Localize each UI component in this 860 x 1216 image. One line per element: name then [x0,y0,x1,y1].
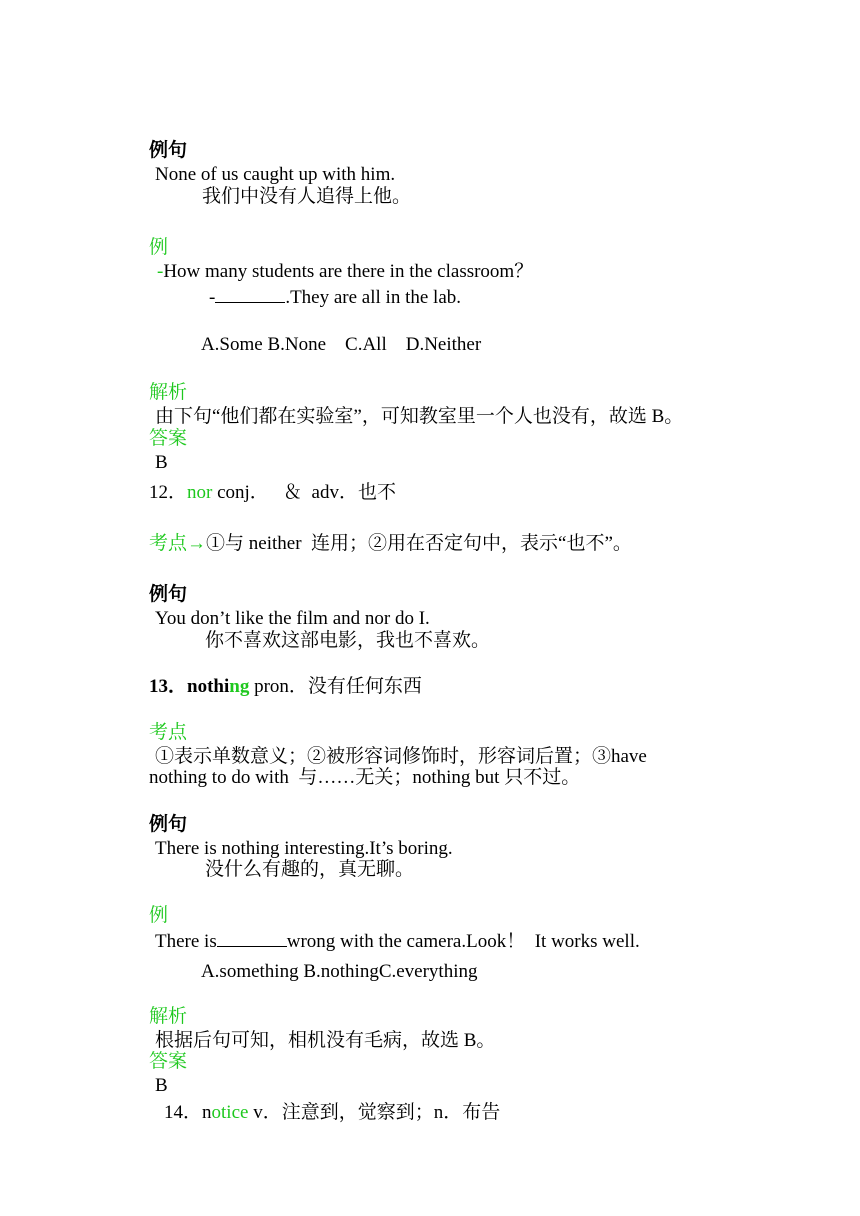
example-label: 例句 [149,140,188,161]
key-point-label: 考点 [149,722,188,743]
options-text: A.Some B.None C.All D.Neither [200,334,482,355]
answer-value: B [155,452,168,473]
entry-definition: v．注意到，觉察到；n．布告 [248,1102,501,1123]
entry-number: 12． [149,482,188,503]
translation-text: 你不喜欢这部电影，我也不喜欢。 [205,630,491,651]
exercise-label: 例 [149,905,169,926]
entry-word-part: n [202,1102,212,1123]
entry-word: nor [187,482,213,503]
key-point-text: ①与 neither 连用；②用在否定句中，表示“也不”。 [206,533,632,554]
question-text: How many students are there in the classroom？ [163,261,534,282]
analysis-label: 解析 [149,382,188,403]
entry-number: 14． [164,1102,203,1123]
answer-label: 答案 [149,1051,188,1072]
key-point-text: nothing to do with 与……无关；nothing but 只不过。 [149,767,581,788]
example-label: 例句 [149,814,188,835]
dialogue-dash: - [157,261,164,282]
options-text: A.something B.nothingC.everything [200,961,478,982]
key-point-label: 考点→ [149,533,207,554]
question-text-end: wrong with the camera.Look！ It works well. [286,931,640,952]
vocab-entry-14 [145,1077,500,1149]
analysis-text: 根据后句可知，相机没有毛病，故选 B。 [155,1030,496,1051]
analysis-line [130,357,683,453]
analysis-label: 解析 [149,1006,188,1027]
question-text-start: There is [155,931,217,952]
key-point-text: ①表示单数意义；②被形容词修饰时，形容词后置；③have [155,746,647,767]
entry-word-part: nothi [187,676,230,697]
exercise-label: 例 [149,237,169,258]
entry-number: 13． [149,676,188,697]
example-text: There is nothing interesting.It’s boring. [155,838,453,859]
entry-word-suffix: otice [211,1102,249,1123]
example-text: You don’t like the film and nor do I. [155,608,430,629]
answer-text: .They are all in the lab. [285,287,462,308]
answer-value: B [155,1075,168,1096]
entry-definition: pron．没有任何东西 [249,676,422,697]
example-label: 例句 [149,584,188,605]
answer-label: 答案 [149,428,188,449]
dialogue-dash: - [209,287,216,308]
example-text: None of us caught up with him. [155,164,396,185]
entry-definition: conj． ＆ adv．也不 [212,482,396,503]
analysis-text: 由下句“他们都在实验室”，可知教室里一个人也没有，故选 B。 [155,406,684,427]
translation-text: 我们中没有人追得上他。 [202,186,412,207]
entry-word-suffix: ng [229,676,250,697]
answer-blank [215,284,285,303]
translation-text: 没什么有趣的，真无聊。 [205,859,415,880]
